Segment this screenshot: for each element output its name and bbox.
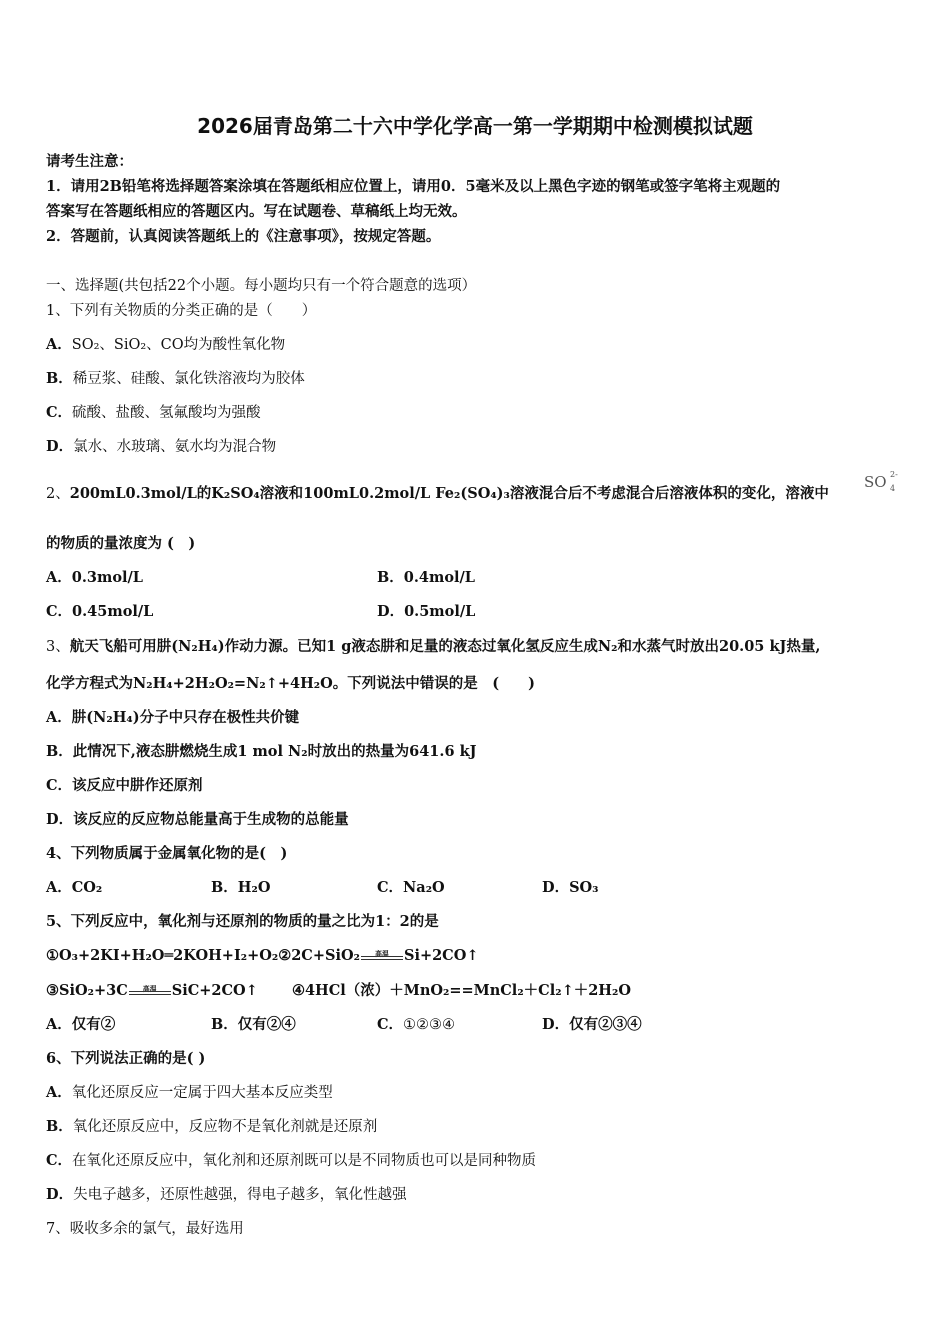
section-heading: 一、选择题(共包括22个小题。每小题均只有一个符合题意的选项）: [46, 278, 477, 294]
q3-option-a: A．肼(N₂H₄)分子中只存在极性共价键: [46, 709, 300, 726]
notice-item-1a: 1．请用2B铅笔将选择题答案涂填在答题纸相应位置上，请用0．5毫米及以上黑色字迹的钢笔或签字笔将主观题的: [46, 178, 781, 195]
q6-option-d: D．失电子越多，还原性越强，得电子越多，氧化性越强: [46, 1186, 407, 1203]
q2-option-c: C．0.45mol/L: [46, 603, 154, 620]
q4-option-a: A．CO₂: [46, 879, 103, 896]
q1-option-a: A．SO₂、SiO₂、CO均为酸性氧化物: [46, 336, 286, 353]
q2-option-b: B．0.4mol/L: [377, 569, 476, 586]
q7-stem: 7、吸收多余的氯气，最好选用: [46, 1221, 244, 1237]
notice-item-1b: 答案写在答题纸相应的答题区内。写在试题卷、草稿纸上均无效。: [46, 203, 467, 220]
reaction-4: ④4HCl（浓）＋MnO₂==MnCl₂＋Cl₂↑＋2H₂O: [291, 982, 631, 999]
q2-stem-line1: 2、200mL0.3mol/L的K₂SO₄溶液和100mL0.2mol/L Fe₂(SO₄)₃溶液混合后不考虑混合后溶液体积的变化，溶液中: [46, 485, 829, 502]
notice-heading: 请考生注意：: [46, 153, 133, 170]
q4-option-b: B．H₂O: [211, 879, 271, 896]
q6-option-a: A．氧化还原反应一定属于四大基本反应类型: [46, 1084, 333, 1101]
high-temp-arrow: 高温: [361, 950, 403, 962]
q5-option-b: B．仅有②④: [211, 1016, 296, 1033]
q6-option-c: C．在氧化还原反应中，氧化剂和还原剂既可以是不同物质也可以是同种物质: [46, 1152, 537, 1169]
q3-option-b: B．此情况下,液态肼燃烧生成1 mol N₂时放出的热量为641.6 kJ: [46, 743, 477, 760]
q5-option-d: D．仅有②③④: [542, 1016, 642, 1033]
q2-option-a: A．0.3mol/L: [46, 569, 144, 586]
notice-item-2: 2．答题前，认真阅读答题纸上的《注意事项》，按规定答题。: [46, 228, 441, 245]
q2-option-d: D．0.5mol/L: [377, 603, 476, 620]
q4-option-d: D．SO₃: [542, 879, 599, 896]
q1-option-c: C．硫酸、盐酸、氢氟酸均为强酸: [46, 404, 261, 421]
q4-option-c: C．Na₂O: [377, 879, 445, 896]
reaction-2: ②2C+SiO₂ 高温 Si+2CO↑: [278, 947, 479, 964]
reaction-3: ③SiO₂+3C 高温 SiC+2CO↑: [46, 982, 258, 999]
q6-stem: 6、下列说法正确的是( ): [46, 1050, 206, 1067]
q4-stem: 4、下列物质属于金属氧化物的是( ): [46, 845, 288, 862]
sulfate-ion-formula: SO 2- 4: [864, 470, 898, 493]
q6-option-b: B．氧化还原反应中，反应物不是氧化剂就是还原剂: [46, 1118, 378, 1135]
q5-option-c: C．①②③④: [377, 1016, 456, 1033]
q5-option-a: A．仅有②: [46, 1016, 116, 1033]
q3-stem-line1: 3、航天飞船可用肼(N₂H₄)作动力源。已知1 g液态肼和足量的液态过氧化氢反应生成N₂和水蒸气时放出20.05 kJ热量,: [46, 638, 821, 655]
q3-stem-line2: 化学方程式为N₂H₄+2H₂O₂=N₂↑+4H₂O。下列说法中错误的是 ( ): [46, 675, 535, 692]
q5-reactions-line2: [46, 981, 631, 1001]
q1-stem: 1、下列有关物质的分类正确的是（ ）: [46, 303, 317, 319]
page-title: 2026届青岛第二十六中学化学高一第一学期期中检测模拟试题: [197, 114, 753, 138]
high-temp-arrow: 高温: [129, 985, 171, 997]
q5-stem: 5、下列反应中，氧化剂与还原剂的物质的量之比为1：2的是: [46, 913, 439, 930]
q1-option-b: B．稀豆浆、硅酸、氯化铁溶液均为胶体: [46, 370, 305, 387]
q2-stem-line2: 的物质的量浓度为 ( ): [46, 535, 196, 552]
q1-option-d: D．氯水、水玻璃、氨水均为混合物: [46, 438, 277, 455]
q3-option-c: C．该反应中肼作还原剂: [46, 777, 203, 794]
q3-option-d: D．该反应的反应物总能量高于生成物的总能量: [46, 811, 349, 828]
reaction-1: ①O₃+2KI+H₂O═2KOH+I₂+O₂: [46, 947, 279, 964]
q5-reactions-line1: [46, 946, 479, 966]
